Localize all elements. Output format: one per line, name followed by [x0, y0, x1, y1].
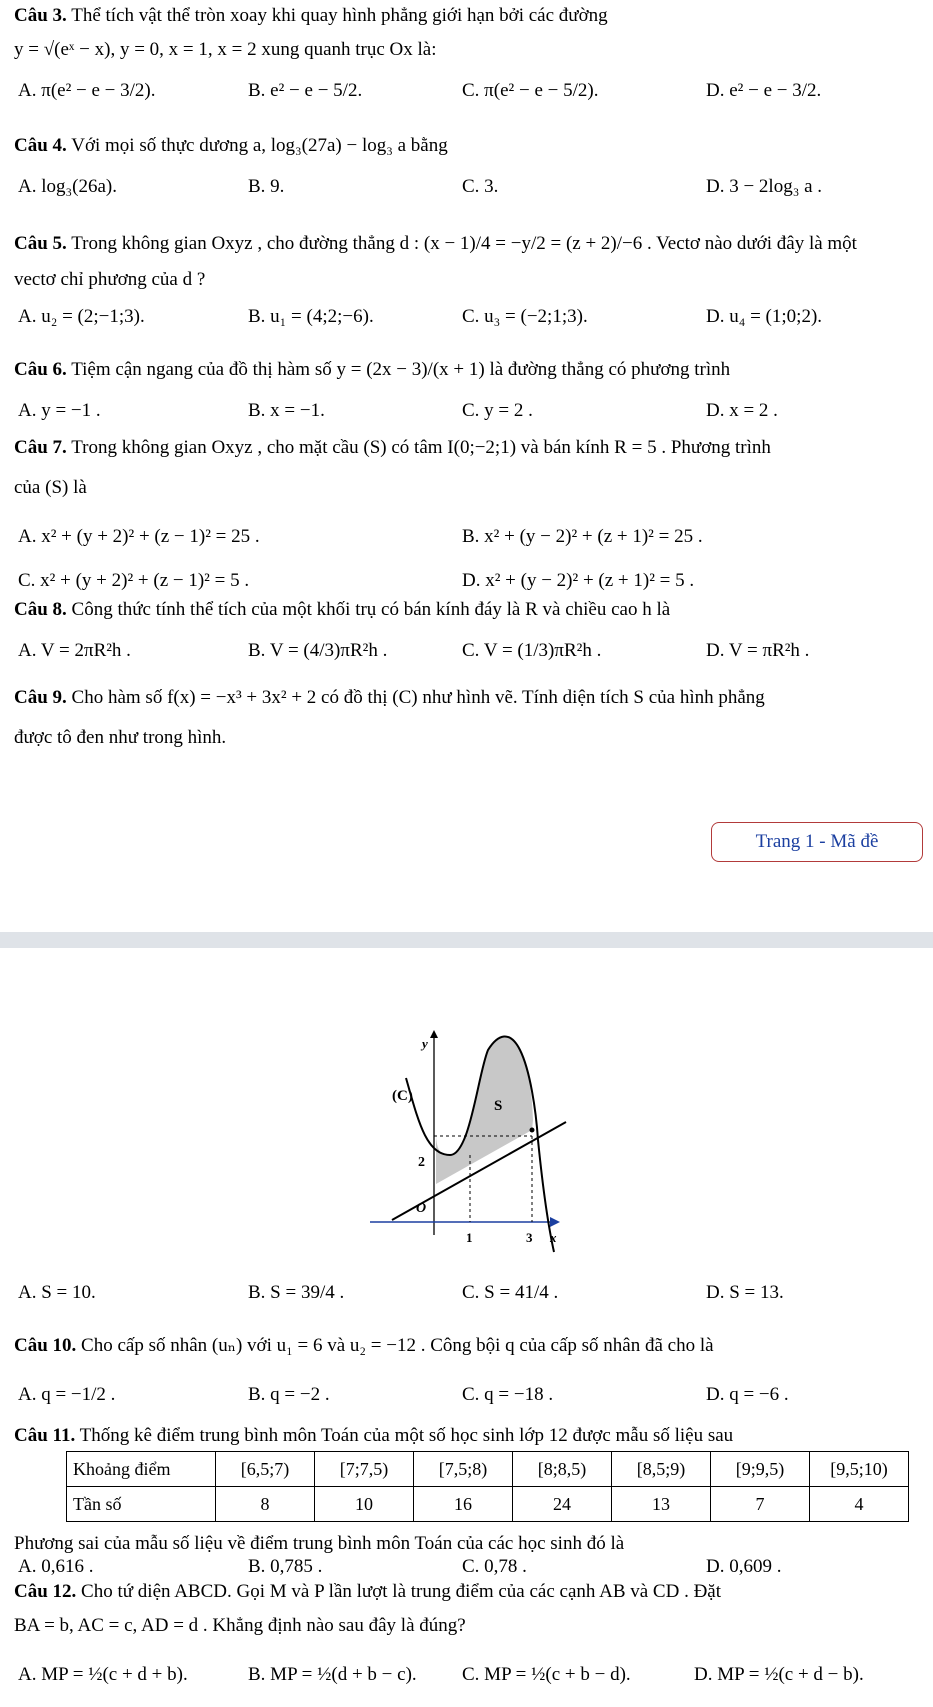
table-cell: 16 [414, 1487, 513, 1522]
question-9-line2: được tô đen như trong hình. [14, 727, 227, 748]
y-axis-arrow-icon [430, 1030, 438, 1038]
option-b[interactable]: B. S = 39/4 . [248, 1282, 345, 1303]
question-9 [14, 686, 925, 710]
table-cell: 8 [216, 1487, 315, 1522]
option-a[interactable]: A. 0,616 . [18, 1556, 94, 1577]
question-label: Câu 9. [14, 687, 67, 708]
question-12-line2: BA = b, AC = c, AD = d . Khẳng định nào sau đây là đúng? [14, 1615, 466, 1636]
table-cell: [8;8,5) [513, 1452, 612, 1487]
question-8 [14, 598, 925, 622]
option-a[interactable]: A. log₃(26a). [18, 176, 117, 197]
question-4 [14, 134, 925, 158]
y-axis-label: y [422, 1036, 428, 1051]
tick-label-3: 3 [526, 1230, 533, 1245]
question-text: Với mọi số thực dương a, log₃(27a) − log₃ a bằng [71, 135, 448, 156]
table-cell: 10 [315, 1487, 414, 1522]
option-c[interactable]: C. V = (1/3)πR²h . [462, 640, 602, 661]
tick-label-1: 1 [466, 1230, 473, 1245]
question-label: Câu 7. [14, 437, 67, 458]
question-text: Trong không gian Oxyz , cho đường thẳng d : (x − 1)/4 = −y/2 = (z + 2)/−6 . Vectơ nào dưới đây là một [71, 233, 857, 254]
option-b[interactable]: B. 9. [248, 176, 285, 197]
question-text: Cho hàm số f(x) = −x³ + 3x² + 2 có đồ thị (C) như hình vẽ. Tính diện tích S của hình phẳng [71, 687, 765, 708]
page-separator [0, 932, 933, 948]
question-11 [14, 1424, 925, 1448]
option-c[interactable]: C. 3. [462, 176, 499, 197]
question-text: Trong không gian Oxyz , cho mặt cầu (S) có tâm I(0;−2;1) và bán kính R = 5 . Phương trình [71, 437, 771, 458]
table-cell: [8,5;9) [612, 1452, 711, 1487]
option-d[interactable]: D. u₄ = (1;0;2). [706, 306, 823, 327]
option-c[interactable]: C. π(e² − e − 5/2). [462, 80, 599, 101]
x-axis-arrow-icon [550, 1217, 560, 1227]
option-b[interactable]: B. 0,785 . [248, 1556, 323, 1577]
option-c[interactable]: C. MP = ½(c + b − d). [462, 1664, 631, 1685]
question-label: Câu 10. [14, 1335, 77, 1356]
option-a[interactable]: A. q = −1/2 . [18, 1384, 116, 1405]
option-d[interactable]: D. 3 − 2log₃ a . [706, 176, 823, 197]
table-cell: [7;7,5) [315, 1452, 414, 1487]
question-text: Công thức tính thể tích của một khối trụ có bán kính đáy là R và chiều cao h là [71, 599, 671, 620]
option-d[interactable]: D. e² − e − 3/2. [706, 80, 822, 101]
origin-label: O [416, 1201, 427, 1216]
question-text: Tiệm cận ngang của đồ thị hàm số y = (2x − 3)/(x + 1) là đường thẳng có phương trình [71, 359, 731, 380]
table-cell: [7,5;8) [414, 1452, 513, 1487]
page-footer-text: Trang 1 - Mã đề [755, 831, 879, 852]
question-label: Câu 3. [14, 5, 67, 26]
question-7 [14, 436, 925, 460]
question-5 [14, 232, 925, 256]
option-d[interactable]: D. q = −6 . [706, 1384, 789, 1405]
option-d[interactable]: D. MP = ½(c + d − b). [694, 1664, 864, 1685]
table-cell: 24 [513, 1487, 612, 1522]
option-d[interactable]: D. V = πR²h . [706, 640, 810, 661]
tick-label-2: 2 [418, 1155, 425, 1170]
option-d[interactable]: D. x² + (y − 2)² + (z + 1)² = 5 . [462, 570, 695, 591]
option-b[interactable]: B. x² + (y − 2)² + (z + 1)² = 25 . [462, 526, 703, 547]
table-cell: [9;9,5) [711, 1452, 810, 1487]
option-d[interactable]: D. x = 2 . [706, 400, 778, 421]
function-graph [370, 1030, 580, 1260]
option-b[interactable]: B. MP = ½(d + b − c). [248, 1664, 417, 1685]
table-header-cell: Tần số [67, 1487, 216, 1522]
question-11-line2: Phương sai của mẫu số liệu về điểm trung bình môn Toán của các học sinh đó là [14, 1533, 625, 1554]
option-d[interactable]: D. S = 13. [706, 1282, 784, 1303]
question-label: Câu 6. [14, 359, 67, 380]
option-c[interactable]: C. S = 41/4 . [462, 1282, 559, 1303]
question-3-line2: y = √(eˣ − x), y = 0, x = 1, x = 2 xung quanh trục Ox là: [14, 39, 437, 60]
option-a[interactable]: A. x² + (y + 2)² + (z − 1)² = 25 . [18, 526, 260, 547]
question-label: Câu 11. [14, 1425, 76, 1446]
option-d[interactable]: D. 0,609 . [706, 1556, 782, 1577]
question-10 [14, 1334, 925, 1358]
option-b[interactable]: B. u₁ = (4;2;−6). [248, 306, 374, 327]
question-label: Câu 8. [14, 599, 67, 620]
area-label: S [494, 1098, 503, 1114]
option-c[interactable]: C. x² + (y + 2)² + (z − 1)² = 5 . [18, 570, 250, 591]
question-text: Thể tích vật thể tròn xoay khi quay hình phẳng giới hạn bởi các đường [71, 5, 608, 26]
question-3 [14, 4, 925, 28]
option-b[interactable]: B. q = −2 . [248, 1384, 330, 1405]
option-a[interactable]: A. S = 10. [18, 1282, 96, 1303]
question-6 [14, 358, 925, 382]
table-cell: [6,5;7) [216, 1452, 315, 1487]
table-cell: 4 [810, 1487, 909, 1522]
question-5-line2: vectơ chỉ phương của d ? [14, 269, 206, 290]
table-row [67, 1487, 909, 1522]
page-footer [711, 822, 923, 862]
table-cell: 7 [711, 1487, 810, 1522]
option-a[interactable]: A. MP = ½(c + d + b). [18, 1664, 188, 1685]
x-axis-label: x [550, 1230, 557, 1245]
intersection-point [530, 1128, 535, 1133]
option-b[interactable]: B. e² − e − 5/2. [248, 80, 363, 101]
option-c[interactable]: C. y = 2 . [462, 400, 533, 421]
table-cell: 13 [612, 1487, 711, 1522]
question-text: Cho tứ diện ABCD. Gọi M và P lần lượt là trung điểm của các cạnh AB và CD . Đặt [81, 1581, 721, 1602]
option-b[interactable]: B. V = (4/3)πR²h . [248, 640, 388, 661]
frequency-table [66, 1451, 909, 1522]
option-b[interactable]: B. x = −1. [248, 400, 325, 421]
option-a[interactable]: A. u₂ = (2;−1;3). [18, 306, 145, 327]
option-c[interactable]: C. 0,78 . [462, 1556, 527, 1577]
table-cell: [9,5;10) [810, 1452, 909, 1487]
option-a[interactable]: A. V = 2πR²h . [18, 640, 131, 661]
option-a[interactable]: A. π(e² − e − 3/2). [18, 80, 156, 101]
question-12 [14, 1580, 925, 1604]
curve-label: (C) [392, 1088, 413, 1104]
option-c[interactable]: C. u₃ = (−2;1;3). [462, 306, 588, 327]
option-c[interactable]: C. q = −18 . [462, 1384, 554, 1405]
question-label: Câu 12. [14, 1581, 77, 1602]
table-row [67, 1452, 909, 1487]
question-label: Câu 5. [14, 233, 67, 254]
option-a[interactable]: A. y = −1 . [18, 400, 101, 421]
question-label: Câu 4. [14, 135, 67, 156]
question-text: Thống kê điểm trung bình môn Toán của một số học sinh lớp 12 được mẫu số liệu sau [79, 1425, 734, 1446]
question-text: Cho cấp số nhân (uₙ) với u₁ = 6 và u₂ = −12 . Công bội q của cấp số nhân đã cho là [81, 1335, 714, 1356]
table-header-cell: Khoảng điểm [67, 1452, 216, 1487]
question-7-line2: của (S) là [14, 477, 87, 498]
